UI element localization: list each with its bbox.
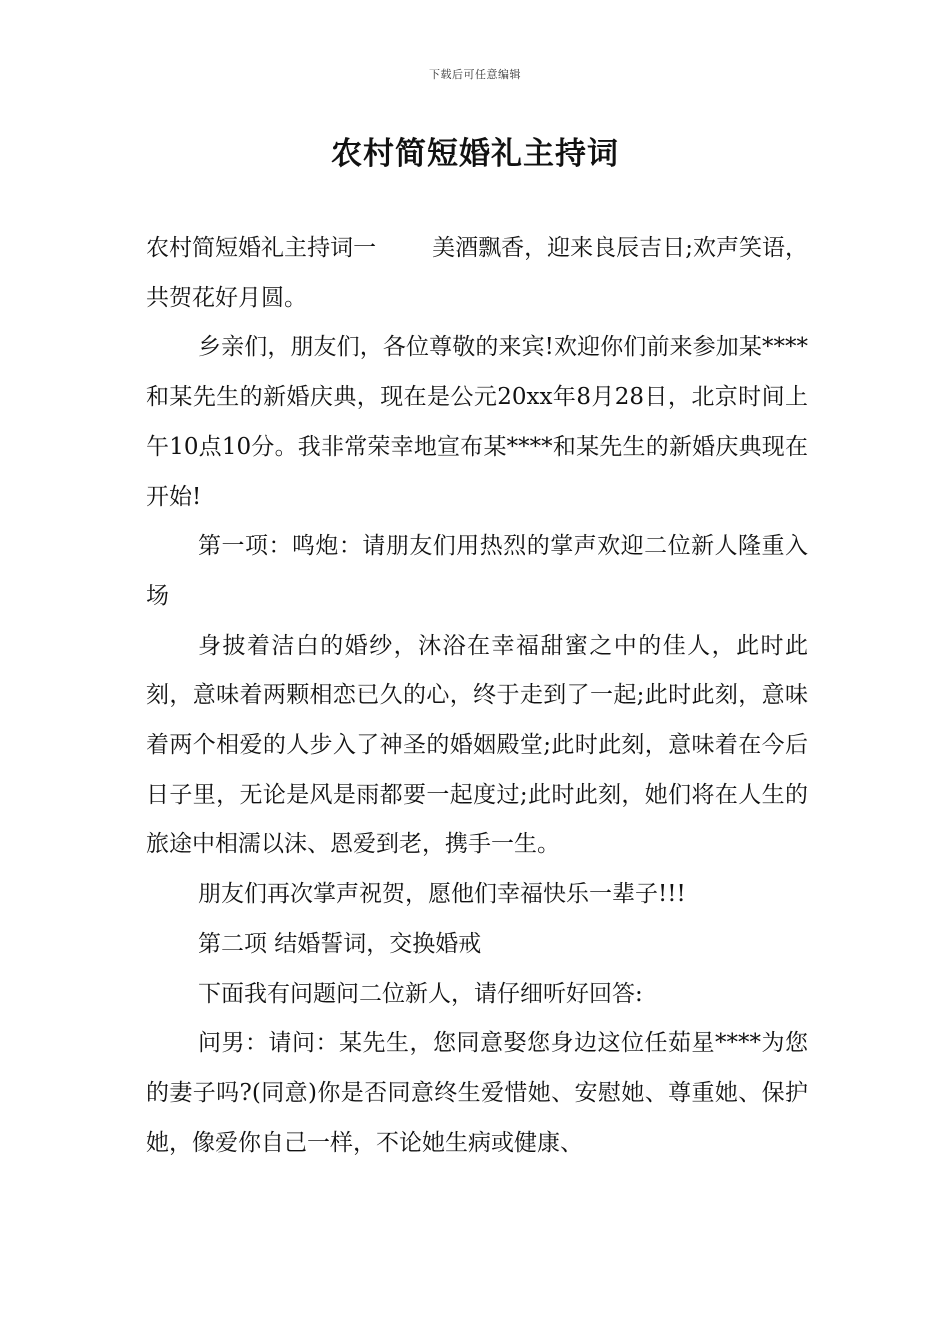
paragraph-applause: 朋友们再次掌声祝贺，愿他们幸福快乐一辈子!!!: [198, 881, 686, 908]
paragraph-welcome: 乡亲们，朋友们，各位尊敬的来宾!欢迎你们前来参加某****和某先生的新婚庆典，现在是公元20xx年8月28日，北京时间上午10点10分。我非常荣幸地宣布某****和某先生的新婚庆典现在开始!: [146, 334, 808, 510]
intro-text: 美酒飘香，迎来良辰吉日;欢声笑语，共贺花好月圆。: [146, 235, 809, 311]
paragraph-bride: 身披着洁白的婚纱，沐浴在幸福甜蜜之中的佳人，此时此刻，意味着两颗相恋已久的心，终于走到了一起;此时此刻，意味着两个相爱的人步入了神圣的婚姻殿堂;此时此刻，意味着在今后日子里，无论是风是雨都要一起度过;此时此刻，她们将在人生的旅途中相濡以沫、恩爱到老，携手一生。: [146, 632, 808, 858]
paragraph-questions: 下面我有问题问二位新人，请仔细听好回答:: [198, 980, 643, 1007]
paragraph-item-two: 第二项 结婚誓词，交换婚戒: [198, 930, 482, 957]
paragraph-groom-question: 问男：请问：某先生，您同意娶您身边这位任茹星****为您的妻子吗?(同意)你是否同意终生爱惜她、安慰她、尊重她、保护她，像爱你自己一样，不论她生病或健康、: [146, 1030, 808, 1156]
intro-lead: 农村简短婚礼主持词一: [146, 235, 377, 261]
paragraph-intro: [146, 224, 808, 323]
document-body: [146, 224, 808, 1168]
paragraph-item-one: 第一项：鸣炮：请朋友们用热烈的掌声欢迎二位新人隆重入场: [146, 533, 808, 609]
header-note: 下载后可任意编辑: [429, 68, 521, 81]
document-title: 农村简短婚礼主持词: [331, 136, 619, 172]
